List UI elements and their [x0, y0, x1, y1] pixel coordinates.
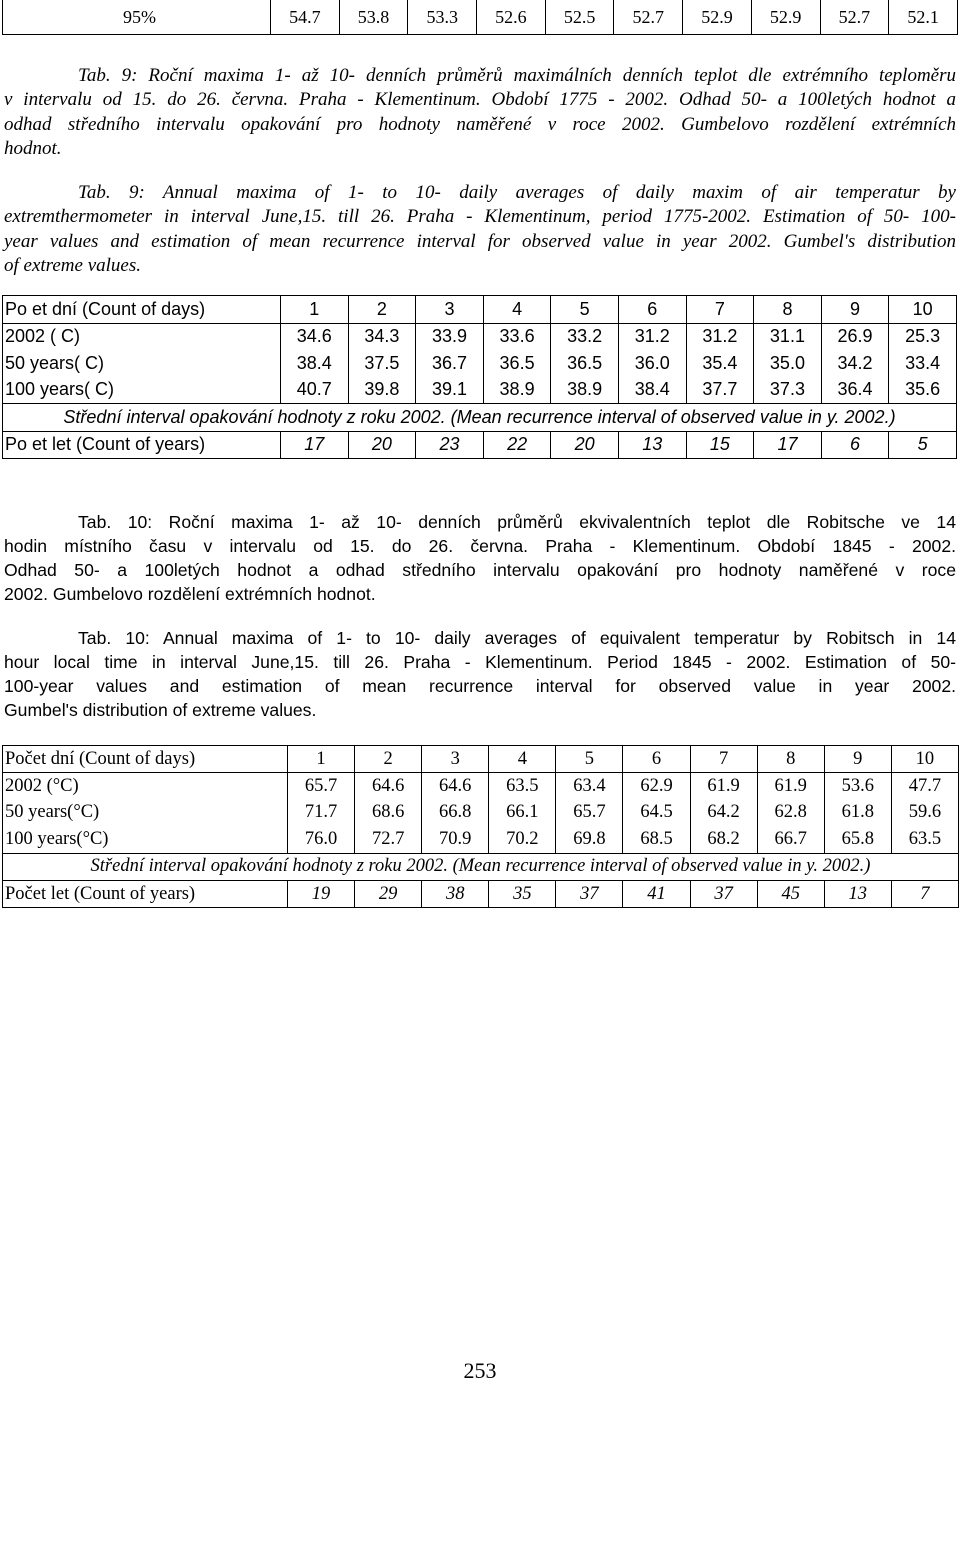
- column-header: 4: [483, 296, 551, 324]
- column-header: 5: [551, 296, 619, 324]
- column-header: 6: [623, 746, 690, 773]
- cell: 33.9: [416, 323, 484, 350]
- column-header: 8: [757, 746, 824, 773]
- header-label: Počet dní (Count of days): [3, 746, 288, 773]
- cell: 64.6: [355, 773, 422, 800]
- caption-line: Tab. 9: Roční maxima 1- až 10- denních průměrů maximálních denních teplot dle extrémního teploměru: [78, 65, 956, 86]
- cell: 70.2: [489, 826, 556, 853]
- cell: 45: [757, 880, 824, 907]
- cell: 37: [690, 880, 757, 907]
- cell: 29: [355, 880, 422, 907]
- count-row: [3, 880, 959, 907]
- cell: 52.9: [683, 0, 752, 35]
- table-10: [2, 745, 959, 908]
- row-label: 50 years( C): [5, 352, 105, 373]
- cell: 41: [623, 880, 690, 907]
- cell: 59.6: [891, 800, 958, 826]
- cell: 40.7: [281, 377, 349, 404]
- caption-line: Tab. 10: Annual maxima of 1- to 10- daily averages of equivalent temperatur by Robitsch in 14: [78, 628, 956, 648]
- table-note: Střední interval opakování hodnoty z roku 2002. (Mean recurrence interval of observed value in y. 2002.): [3, 853, 959, 880]
- table-row: [3, 826, 959, 853]
- cell: 34.2: [821, 350, 889, 377]
- column-header: 7: [686, 296, 754, 324]
- caption-line: extremthermometer in interval June,15. till 26. Praha - Klementinum, period 1775-2002. Estimation of 50- 100-: [4, 206, 956, 228]
- cell: 35.6: [889, 377, 957, 404]
- table-header-row: [3, 296, 957, 324]
- cell: 63.5: [489, 773, 556, 800]
- table-row: [3, 323, 957, 350]
- caption-line: odhad středního intervalu opakování pro hodnoty naměřené v roce 2002. Gumbelovo rozdělení extrémních: [4, 113, 956, 135]
- cell: 47.7: [891, 773, 958, 800]
- cell: 36.5: [551, 350, 619, 377]
- cell: 23: [416, 431, 484, 459]
- table-row: [3, 350, 957, 377]
- cell: 53.8: [339, 0, 408, 35]
- cell: 66.7: [757, 826, 824, 853]
- caption-line: Tab. 10: Roční maxima 1- až 10- denních průměrů ekvivalentních teplot dle Robitsche ve 14: [78, 512, 956, 532]
- column-header: 10: [889, 296, 957, 324]
- cell: 64.6: [422, 773, 489, 800]
- caption-line: 2002. Gumbelovo rozdělení extrémních hodnot.: [4, 584, 376, 604]
- column-header: 1: [288, 746, 355, 773]
- column-header: 4: [489, 746, 556, 773]
- cell: 52.5: [545, 0, 614, 35]
- table-header-row: [3, 746, 959, 773]
- cell: 31.2: [618, 323, 686, 350]
- cell: 66.1: [489, 800, 556, 826]
- table9-caption-czech: [4, 64, 956, 162]
- cell: 13: [618, 431, 686, 459]
- table-9: [2, 295, 957, 459]
- cell: 38.4: [281, 350, 349, 377]
- column-header: 5: [556, 746, 623, 773]
- cell: 15: [686, 431, 754, 459]
- cell: 52.7: [614, 0, 683, 35]
- cell: 7: [891, 880, 958, 907]
- cell: 35: [489, 880, 556, 907]
- caption-line: of extreme values.: [4, 255, 141, 277]
- column-header: 1: [281, 296, 349, 324]
- count-row: [3, 431, 957, 459]
- cell: 38: [422, 880, 489, 907]
- cell: 68.6: [355, 800, 422, 826]
- cell: 65.7: [288, 773, 355, 800]
- cell: 37: [556, 880, 623, 907]
- cell: 38.4: [618, 377, 686, 404]
- cell: 61.9: [757, 773, 824, 800]
- cell: 20: [551, 431, 619, 459]
- cell: 39.8: [348, 377, 416, 404]
- cell: 5: [889, 431, 957, 459]
- row-label: 50 years(°C): [5, 802, 100, 823]
- cell: 72.7: [355, 826, 422, 853]
- column-header: 2: [348, 296, 416, 324]
- caption-line: Gumbel's distribution of extreme values.: [4, 700, 317, 720]
- cell: 26.9: [821, 323, 889, 350]
- column-header: 7: [690, 746, 757, 773]
- cell: 53.6: [824, 773, 891, 800]
- cell: 36.0: [618, 350, 686, 377]
- cell: 52.6: [477, 0, 546, 35]
- row-label: 2002 (°C): [5, 776, 79, 797]
- cell: 39.1: [416, 377, 484, 404]
- cell: 69.8: [556, 826, 623, 853]
- caption-line: hour local time in interval June,15. till 26. Praha - Klementinum. Period 1845 - 2002. Estimation of 50-: [4, 652, 956, 672]
- cell: 22: [483, 431, 551, 459]
- cell: 64.5: [623, 800, 690, 826]
- column-header: 9: [821, 296, 889, 324]
- table-row: [3, 773, 959, 800]
- table10-caption-czech: [4, 510, 956, 606]
- cell: 65.8: [824, 826, 891, 853]
- row-label: 100 years(°C): [5, 828, 109, 849]
- cell: 38.9: [551, 377, 619, 404]
- cell: 31.2: [686, 323, 754, 350]
- cell: 37.3: [754, 377, 822, 404]
- cell: 33.6: [483, 323, 551, 350]
- cell: 38.9: [483, 377, 551, 404]
- column-header: 10: [891, 746, 958, 773]
- cell: 19: [288, 880, 355, 907]
- cell: 63.4: [556, 773, 623, 800]
- column-header: 3: [416, 296, 484, 324]
- row-label: 95%: [3, 0, 271, 35]
- page-number: 253: [463, 1358, 497, 1383]
- cell: 65.7: [556, 800, 623, 826]
- cell: 52.7: [820, 0, 889, 35]
- cell: 64.2: [690, 800, 757, 826]
- header-label: Po et dní (Count of days): [3, 296, 281, 324]
- row-label: Po et let (Count of years): [5, 434, 206, 455]
- row-label: Počet let (Count of years): [5, 883, 196, 904]
- cell: 35.0: [754, 350, 822, 377]
- cell: 20: [348, 431, 416, 459]
- table-note: Střední interval opakování hodnoty z roku 2002. (Mean recurrence interval of observed value in y. 2002.): [3, 404, 957, 432]
- cell: 35.4: [686, 350, 754, 377]
- table10-caption-english: [4, 626, 956, 722]
- cell: 54.7: [271, 0, 340, 35]
- table-row: [3, 377, 957, 404]
- cell: 63.5: [891, 826, 958, 853]
- column-header: 8: [754, 296, 822, 324]
- caption-line: hodnot.: [4, 138, 62, 160]
- caption-line: v intervalu od 15. do 26. června. Praha - Klementinum. Období 1775 - 2002. Odhad 50- a 100letých hodnot a: [4, 89, 956, 111]
- cell: 52.9: [751, 0, 820, 35]
- cell: 53.3: [408, 0, 477, 35]
- cell: 62.9: [623, 773, 690, 800]
- column-header: 3: [422, 746, 489, 773]
- cell: 36.4: [821, 377, 889, 404]
- cell: 61.9: [690, 773, 757, 800]
- cell: 31.1: [754, 323, 822, 350]
- cell: 52.1: [889, 0, 958, 35]
- caption-line: Tab. 9: Annual maxima of 1- to 10- daily averages of daily maxim of air temperatur by: [78, 182, 956, 203]
- caption-line: 100-year values and estimation of mean recurrence interval for observed value in year 2002.: [4, 676, 956, 696]
- cell: 34.6: [281, 323, 349, 350]
- cell: 17: [281, 431, 349, 459]
- cell: 36.7: [416, 350, 484, 377]
- cell: 76.0: [288, 826, 355, 853]
- caption-line: Odhad 50- a 100letých hodnot a odhad středního intervalu opakování pro hodnoty naměřené v roce: [4, 560, 956, 580]
- row-label: 100 years( C): [5, 379, 115, 400]
- column-header: 6: [618, 296, 686, 324]
- caption-line: hodin místního času v intervalu od 15. do 26. června. Praha - Klementinum. Období 1845 - 2002.: [4, 536, 956, 556]
- cell: 61.8: [824, 800, 891, 826]
- table-note-row: [3, 853, 959, 880]
- row-label: 2002 ( C): [5, 326, 81, 347]
- cell: 17: [754, 431, 822, 459]
- cell: 37.7: [686, 377, 754, 404]
- cell: 6: [821, 431, 889, 459]
- cell: 68.5: [623, 826, 690, 853]
- cell: 33.4: [889, 350, 957, 377]
- previous-table-tail: [2, 0, 958, 35]
- cell: 70.9: [422, 826, 489, 853]
- cell: 68.2: [690, 826, 757, 853]
- cell: 13: [824, 880, 891, 907]
- cell: 25.3: [889, 323, 957, 350]
- cell: 34.3: [348, 323, 416, 350]
- cell: 37.5: [348, 350, 416, 377]
- table-note-row: [3, 404, 957, 432]
- caption-line: year values and estimation of mean recurrence interval for observed value in year 2002. Gumbel's distribution: [4, 230, 956, 252]
- table-row: [3, 800, 959, 826]
- column-header: 9: [824, 746, 891, 773]
- cell: 71.7: [288, 800, 355, 826]
- cell: 36.5: [483, 350, 551, 377]
- column-header: 2: [355, 746, 422, 773]
- cell: 33.2: [551, 323, 619, 350]
- table9-caption-english: [4, 181, 956, 279]
- cell: 66.8: [422, 800, 489, 826]
- table-row: [3, 0, 958, 35]
- cell: 62.8: [757, 800, 824, 826]
